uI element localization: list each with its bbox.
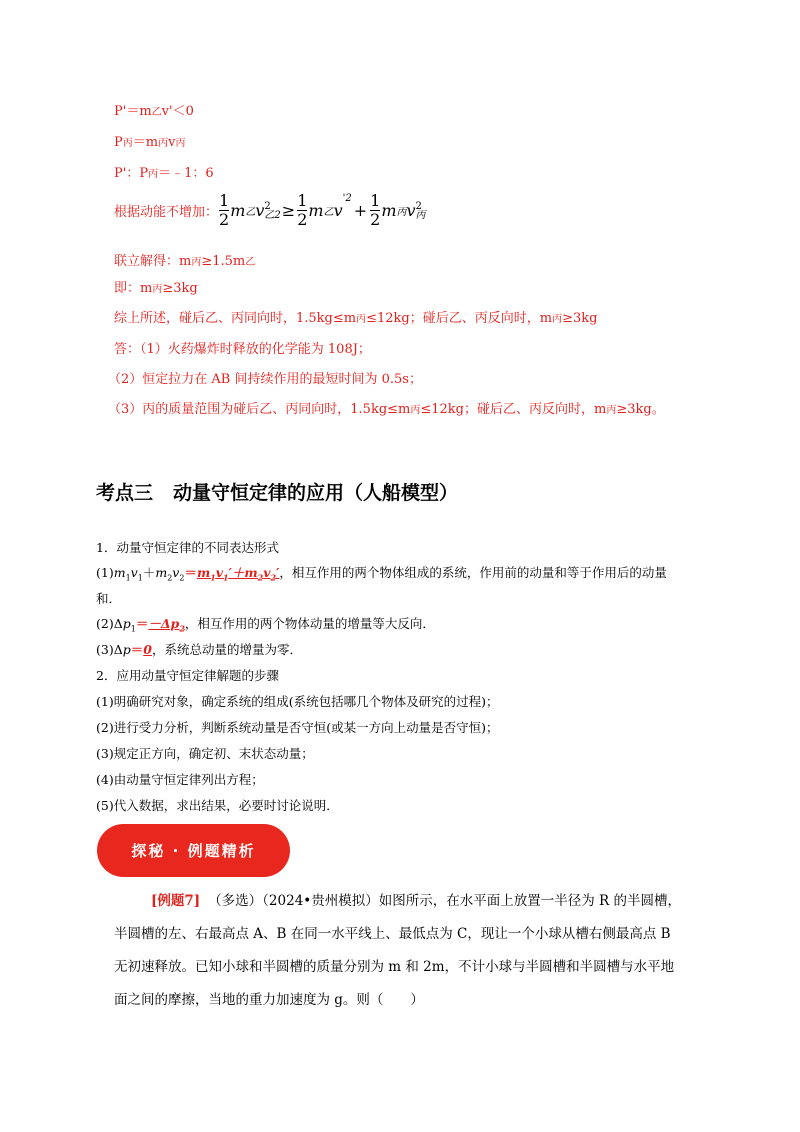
body-line-7: (2)进行受力分析，判断系统动量是否守恒(或某一方向上动量是否守恒)； (96, 720, 499, 735)
body-line-8: (3)规定正方向，确定初、末状态动量； (96, 746, 314, 761)
kinetic-energy-prefix: 根据动能不增加： (114, 205, 219, 220)
body-line-9: (4)由动量守恒定律列出方程； (96, 772, 264, 787)
body-line-5: 2．应用动量守恒定律解题的步骤 (96, 668, 279, 683)
answer-line-10: （3）丙的质量范围为碰后乙、丙同向时，1.5kg≤m丙≤12kg；碰后乙、丙反向时，m丙≥3kg。 (108, 402, 665, 417)
body-line-3: $(2)\Delta p_1=-\Delta p_2$，相互作用的两个物体动量的增量等大反向． (96, 616, 435, 634)
body-line-6: (1)明确研究对象，确定系统的组成(系统包括哪几个物体及研究的过程)； (96, 694, 499, 709)
answer-line-5: 联立解得：m丙≥1.5m乙 (114, 254, 256, 269)
body-line-10: (5)代入数据，求出结果，必要时讨论说明． (96, 798, 339, 813)
body-line-1: 1．动量守恒定律的不同表达形式 (96, 540, 279, 555)
example-line-2: 半圆槽的左、右最高点 A、B 在同一水平线上、最低点为 C，现让一个小球从槽右侧最高点 B (114, 926, 671, 942)
example-tag: [例题7] (151, 893, 201, 909)
answer-line-2: P丙＝m丙v丙 (114, 135, 186, 150)
body-line-2: $(1)m_1v_1+m_2v_2=m_1v_1'+m_2v_2'$，相互作用的两个物体组成的系统，作用前的动量和等于作用后的动量 (96, 565, 667, 583)
kinetic-energy-line (114, 193, 426, 228)
body-line-4: (3)Δp＝0，系统总动量的增量为零． (96, 642, 302, 657)
answer-blank-1: $m_1v_1'+m_2v_2'$ (196, 565, 280, 583)
section-heading: 考点三 动量守恒定律的应用（人船模型） (96, 482, 459, 504)
example-banner: 探秘 · 例题精析 (97, 824, 290, 877)
example-line-4: 面之间的摩擦，当地的重力加速度为 g。则（ ） (114, 992, 424, 1008)
example-line-3: 无初速释放。已知小球和半圆槽的质量分别为 m 和 2m，不计小球与半圆槽和半圆槽与水平地 (114, 959, 675, 975)
example-line-1: [例题7] （多选）（2024•贵州模拟）如图所示，在水平面上放置一半径为 R 的半圆槽， (151, 893, 681, 909)
kinetic-energy-formula: $\frac{1}{2}$ m 乙 v 2 乙2 ≥ $\frac{1}{2}$ m 乙 v $^{'2}$ + $\frac{1}{2}$ m 丙 v 2 丙 (219, 191, 426, 229)
body-line-2-cont: 和． (96, 591, 122, 606)
answer-line-7: 综上所述，碰后乙、丙同向时，1.5kg≤m丙≤12kg；碰后乙、丙反向时，m丙≥3kg (114, 311, 598, 326)
answer-line-3: P'：P丙＝﹣1：6 (114, 166, 214, 181)
answer-line-9: （2）恒定拉力在 AB 间持续作用的最短时间为 0.5s； (108, 372, 422, 387)
answer-line-8: 答：（1）火药爆炸时释放的化学能为 108J； (114, 342, 371, 357)
answer-line-6: 即：m丙≥3kg (114, 281, 198, 296)
answer-blank-2: $-\Delta p_2$ (148, 616, 185, 634)
answer-blank-3: 0 (143, 642, 152, 657)
answer-line-1: P'＝m乙v'＜0 (114, 104, 194, 119)
